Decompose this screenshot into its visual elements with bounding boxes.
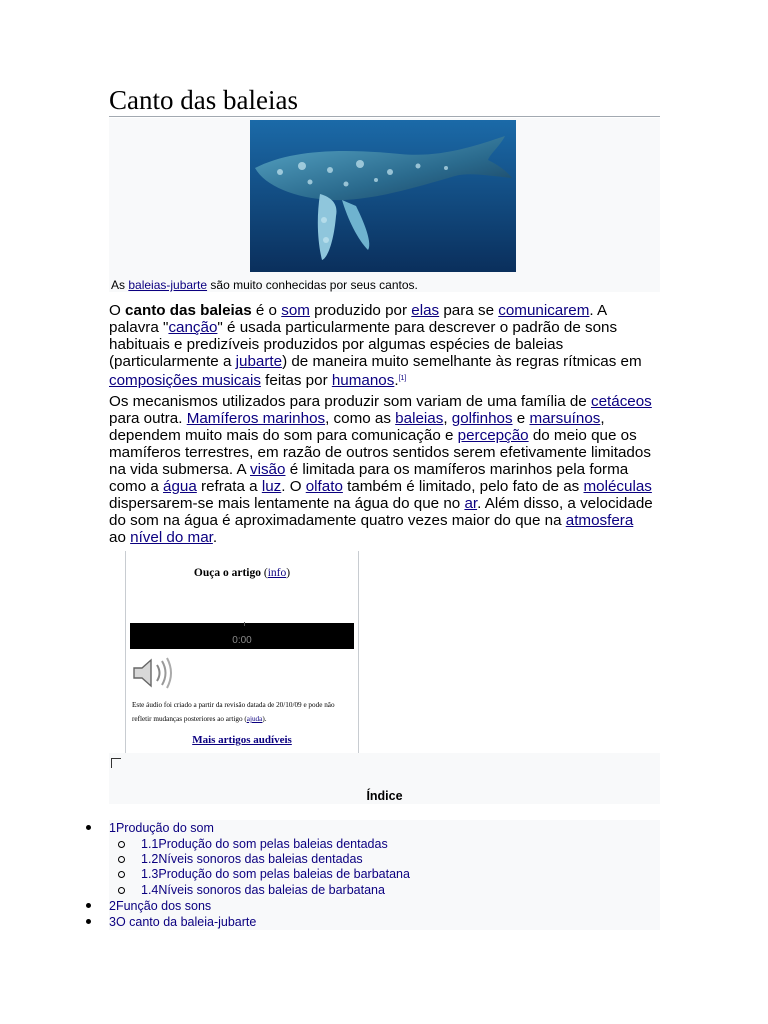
link-ar[interactable]: ar: [464, 495, 478, 512]
paragraph-text: . Além disso, a velocidade do som na água é aproximadamente quatro vezes maior do que na: [109, 495, 653, 529]
toc-item-text: Produção do som pelas baleias dentadas: [158, 837, 388, 851]
paragraph-text: para outra.: [109, 410, 187, 427]
bullet-circle-icon: [118, 841, 125, 848]
paragraph-text: . A palavra ": [109, 302, 607, 336]
link-moleculas[interactable]: moléculas: [583, 478, 652, 495]
page-title: Canto das baleias: [109, 84, 660, 117]
figure-box: [109, 118, 660, 292]
link-luz[interactable]: luz: [261, 478, 282, 495]
paragraph-text: também é limitado, pelo fato de as: [342, 478, 584, 495]
link-atmosfera[interactable]: atmosfera: [565, 512, 634, 529]
toc-item-number: 1.2: [141, 852, 159, 866]
more-audio-articles-link[interactable]: Mais artigos audíveis: [192, 734, 292, 746]
toc-item-number: 2: [109, 899, 116, 913]
paragraph-text: . O: [281, 478, 306, 495]
bold-term: canto das baleias: [125, 302, 252, 319]
toc-item-text: Produção do som pelas baleias de barbatana: [158, 867, 410, 881]
toc-item-1-1[interactable]: [109, 836, 660, 852]
paragraph-text: feitas por: [260, 372, 332, 389]
toc-item-3[interactable]: [109, 914, 660, 930]
link-nivel-do-mar[interactable]: nível do mar: [130, 529, 213, 546]
toc-item-text: Níveis sonoros das baleias de barbatana: [158, 883, 385, 897]
toc-item-text: Função dos sons: [115, 899, 212, 913]
link-humanos[interactable]: humanos: [331, 372, 395, 389]
audio-note-close: ).: [262, 715, 267, 723]
paragraph-text: Os mecanismos utilizados para produzir som variam de uma família de: [109, 393, 591, 410]
paragraph-text: ,: [443, 410, 452, 427]
bullet-circle-icon: [118, 871, 125, 878]
player-time: 0:00: [232, 635, 252, 646]
reference-link[interactable]: [1]: [398, 375, 407, 382]
audio-help-link[interactable]: ajuda: [246, 715, 263, 723]
audio-player[interactable]: [130, 623, 354, 649]
paragraph-text: produzido por: [309, 302, 412, 319]
toc-toggle-checkbox[interactable]: [111, 758, 121, 768]
paragraph-text: ) de maneira muito semelhante às regras rítmicas em: [282, 353, 642, 370]
caption-link-baleias-jubarte[interactable]: baleias-jubarte: [128, 278, 208, 292]
audio-info-open: (: [260, 567, 268, 579]
toc-item-label[interactable]: [141, 882, 385, 898]
toc-item-number: 1: [109, 821, 116, 835]
mechanisms-paragraph: [109, 393, 654, 546]
paragraph-text: do meio que os mamíferos terrestres, em razão de outros sentidos serem efetivamente limitados na vida submersa. A: [109, 427, 651, 478]
player-progress-marker: [244, 622, 245, 626]
paragraph-text: , dependem muito mais do som para comunicação e: [109, 410, 605, 444]
toc-item-1[interactable]: [109, 820, 660, 836]
audio-title: [126, 567, 358, 579]
bullet-disc-icon: [86, 903, 91, 908]
paragraph-text: O: [109, 302, 126, 319]
toc-item-1-2[interactable]: [109, 851, 660, 867]
link-percepcao[interactable]: percepção: [457, 427, 529, 444]
link-cetaceos[interactable]: cetáceos: [590, 393, 652, 410]
paragraph-text: é o: [251, 302, 282, 319]
audio-info-close: ): [286, 567, 291, 579]
whale-image[interactable]: [250, 120, 516, 272]
link-mamiferos-marinhos[interactable]: Mamíferos marinhos: [186, 410, 326, 427]
bullet-disc-icon: [86, 919, 91, 924]
audio-note-text: Este áudio foi criado a partir da revisão datada de 20/10/09 e pode não refletir mudanças posteriores ao artigo (: [132, 701, 335, 723]
figure-caption: [111, 278, 418, 292]
audio-box: [125, 551, 359, 754]
toc-item-label[interactable]: [109, 914, 256, 930]
toc-item-label[interactable]: [141, 836, 388, 852]
toc-item-2[interactable]: [109, 898, 660, 914]
paragraph-text: .: [212, 529, 218, 546]
audio-note: [132, 698, 354, 726]
bullet-circle-icon: [118, 856, 125, 863]
link-visao[interactable]: visão: [250, 461, 286, 478]
toc-item-number: 1.1: [141, 837, 159, 851]
paragraph-text: dispersarem-se mais lentamente na água do que no: [109, 495, 465, 512]
link-comunicarem[interactable]: comunicarem: [498, 302, 590, 319]
link-cancao[interactable]: canção: [168, 319, 218, 336]
toc-item-text: Níveis sonoros das baleias dentadas: [158, 852, 363, 866]
toc-item-label[interactable]: [141, 866, 410, 882]
paragraph-text: é limitada para os mamíferos marinhos pela forma como a: [109, 461, 629, 495]
link-baleias[interactable]: baleias: [395, 410, 444, 427]
audio-info-link[interactable]: info: [267, 567, 287, 579]
toc-item-text: Produção do som: [115, 821, 214, 835]
paragraph-text: " é usada particularmente para descrever o padrão de sons habituais e predizíveis produzidos por algumas espécies de baleias (particularmente a: [109, 319, 618, 370]
toc-title: Índice: [366, 789, 403, 803]
link-som[interactable]: som: [281, 302, 310, 319]
link-jubarte[interactable]: jubarte: [235, 353, 283, 370]
toc-item-label[interactable]: [109, 898, 211, 914]
toc-item-text: O canto da baleia-jubarte: [115, 915, 257, 929]
intro-paragraph: [109, 302, 654, 389]
paragraph-text: , como as: [325, 410, 396, 427]
toc-item-number: 1.3: [141, 867, 159, 881]
link-composicoes-musicais[interactable]: composições musicais: [109, 372, 261, 389]
link-agua[interactable]: água: [163, 478, 197, 495]
speaker-icon[interactable]: [131, 656, 175, 690]
paragraph-text: .: [394, 372, 399, 389]
paragraph-text: refrata a: [196, 478, 262, 495]
link-elas[interactable]: elas: [411, 302, 440, 319]
toc-item-number: 3: [109, 915, 116, 929]
caption-suffix: são muito conhecidas por seus cantos.: [207, 278, 418, 292]
bullet-circle-icon: [118, 887, 125, 894]
link-golfinhos[interactable]: golfinhos: [451, 410, 513, 427]
paragraph-text: e: [512, 410, 530, 427]
link-marsuinos[interactable]: marsuínos: [529, 410, 601, 427]
toc-item-1-3[interactable]: [109, 866, 660, 882]
toc-item-label[interactable]: [141, 851, 363, 867]
audio-title-text: Ouça o artigo: [193, 567, 261, 579]
caption-prefix: As: [111, 278, 129, 292]
toc-item-number: 1.4: [141, 883, 159, 897]
toc-item-label[interactable]: [109, 820, 214, 836]
toc-toggle-area: [109, 753, 136, 775]
toc-item-1-4[interactable]: [109, 882, 660, 898]
bullet-disc-icon: [86, 825, 91, 830]
link-olfato[interactable]: olfato: [305, 478, 343, 495]
paragraph-text: para se: [439, 302, 499, 319]
paragraph-text: ao: [109, 529, 131, 546]
audio-more-articles: [126, 734, 358, 746]
